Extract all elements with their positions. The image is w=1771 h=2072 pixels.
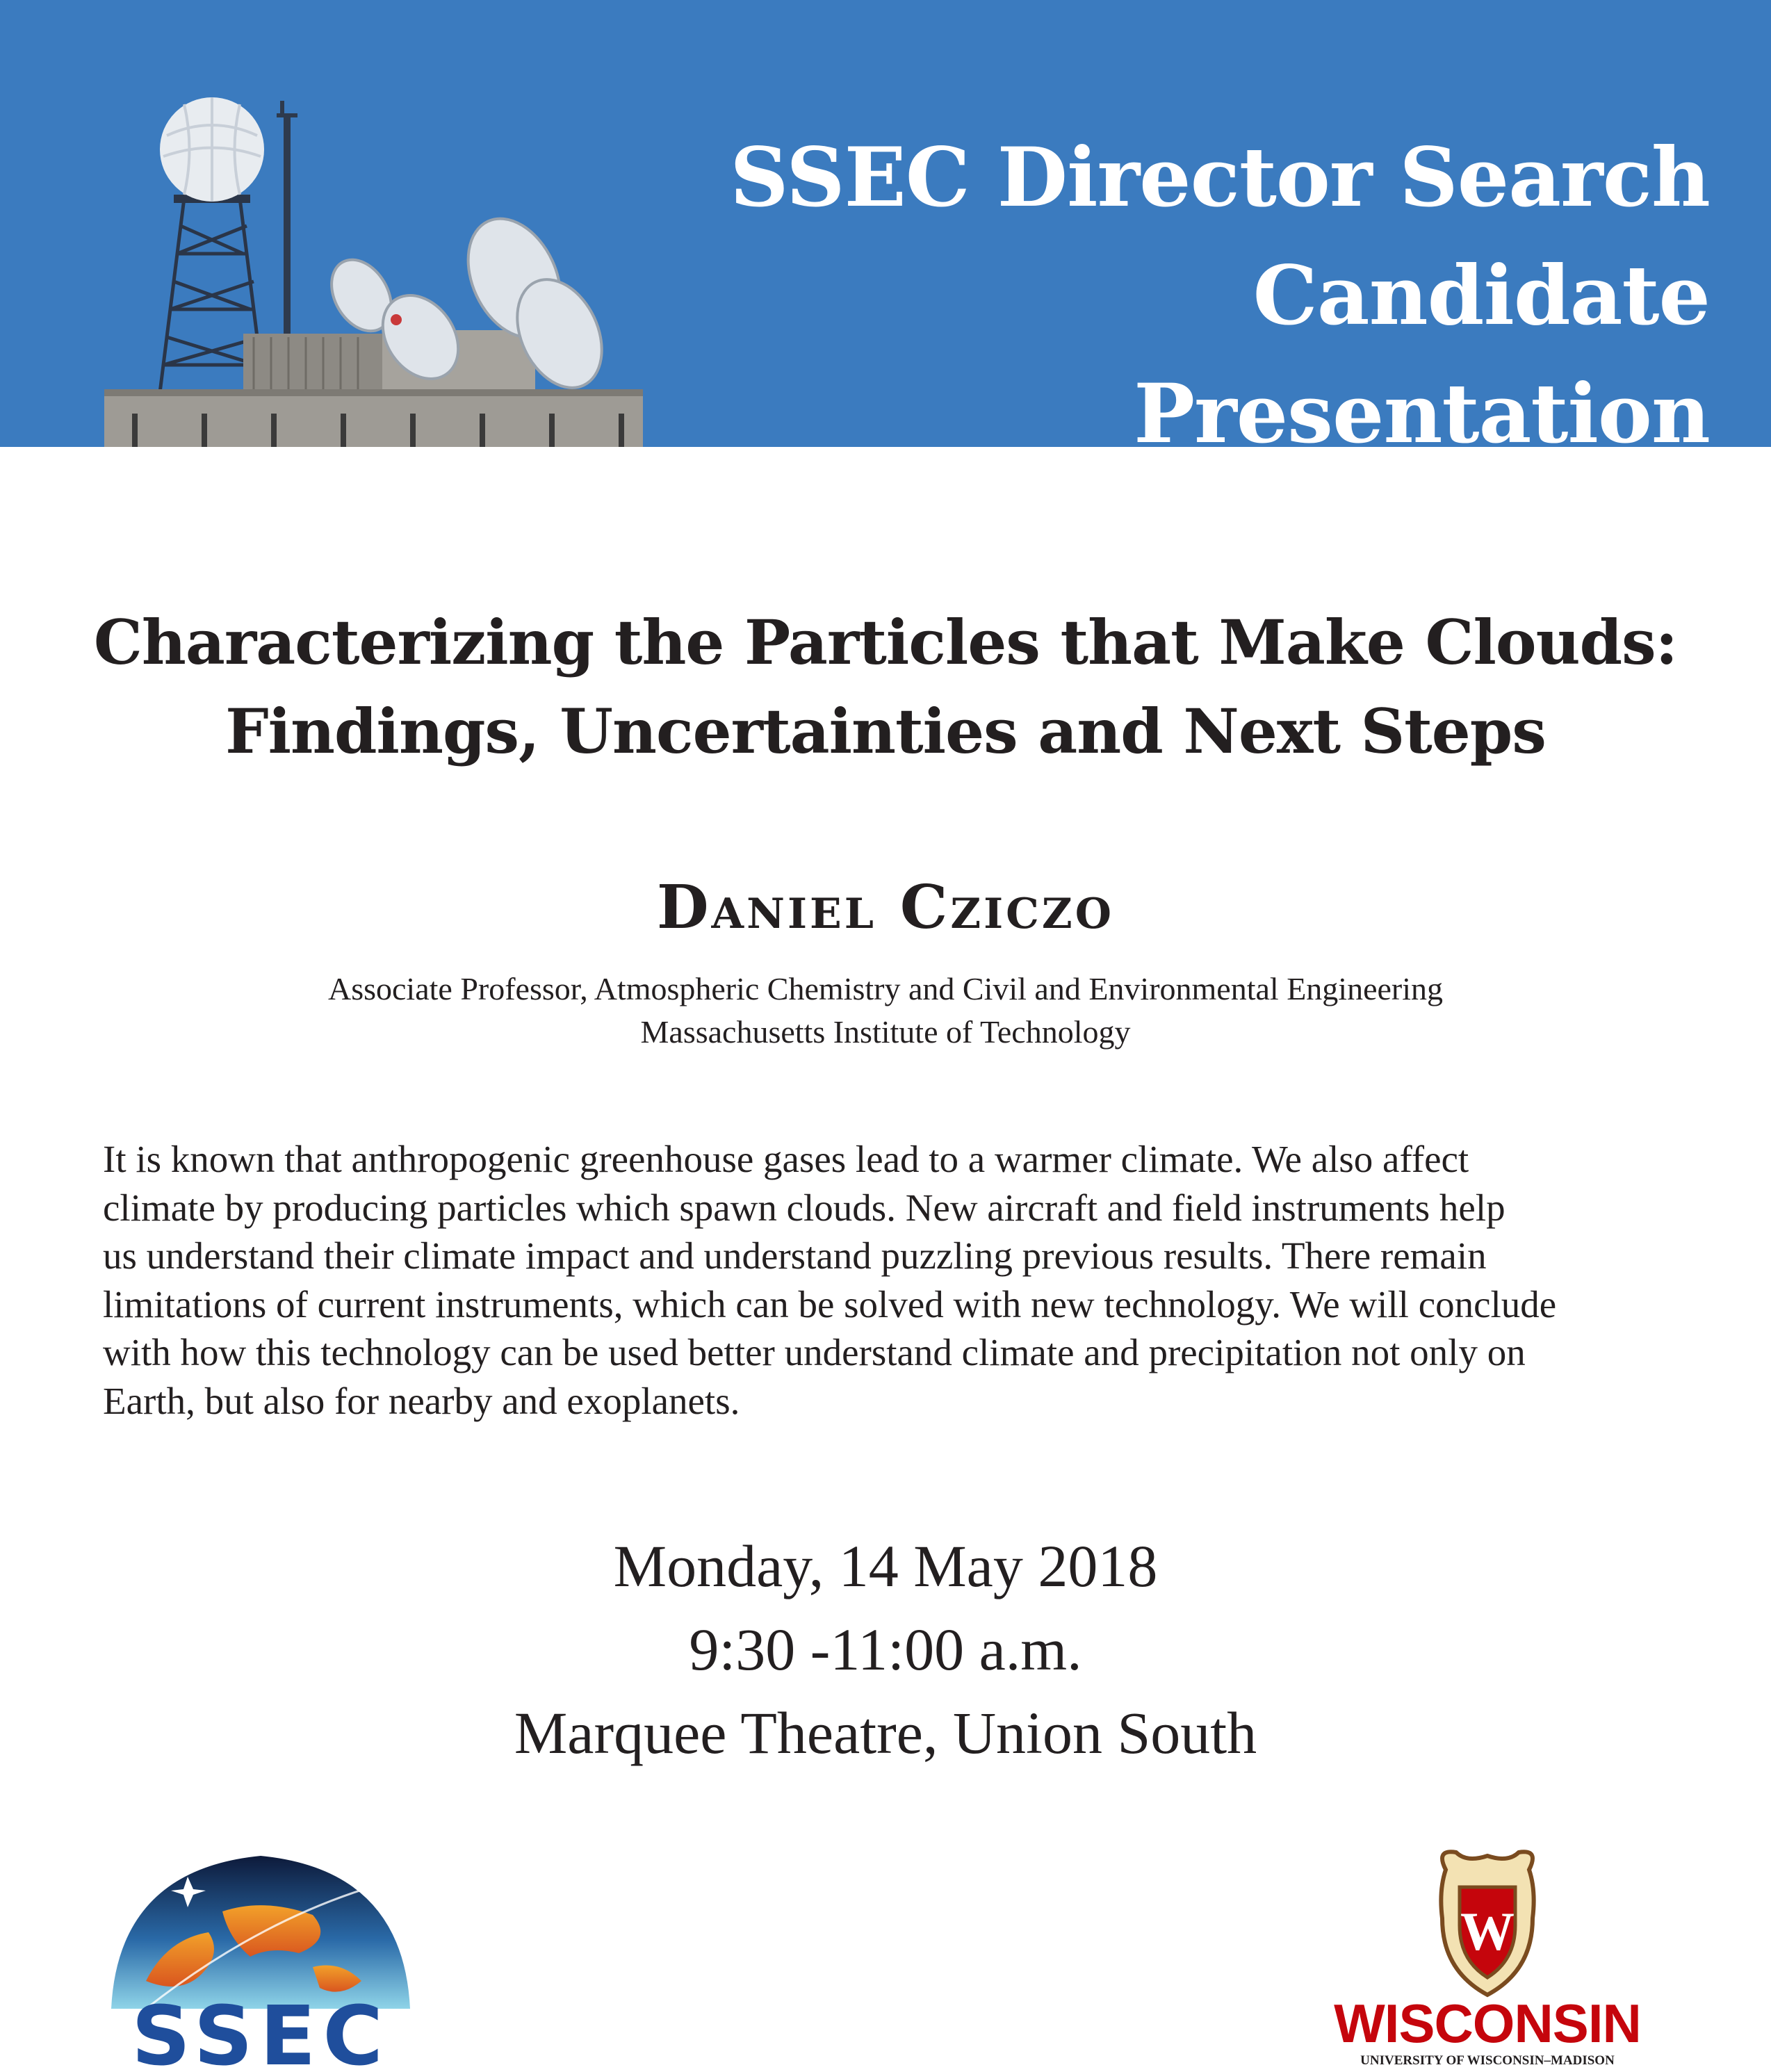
svg-text:W: W xyxy=(1460,1901,1515,1961)
abstract-line: It is known that anthropogenic greenhouse gases lead to a warmer climate. We also affect xyxy=(103,1138,1469,1180)
abstract-line: limitations of current instruments, which can be solved with new technology. We will conclude xyxy=(103,1282,1557,1325)
speaker-position: Associate Professor, Atmospheric Chemistry and Civil and Environmental Engineering xyxy=(327,971,1444,1006)
uw-logo-wordmark: WISCONSIN xyxy=(1334,1993,1641,2054)
speaker-affiliation xyxy=(0,968,1771,1054)
speaker-institution: Massachusetts Institute of Technology xyxy=(640,1014,1131,1050)
abstract-line: with how this technology can be used better understand climate and precipitation not only on xyxy=(103,1331,1526,1373)
event-date: Monday, 14 May 2018 xyxy=(613,1533,1158,1599)
abstract-line: us understand their climate impact and understand puzzling previous results. There remain xyxy=(103,1234,1487,1277)
talk-title xyxy=(42,598,1729,776)
header-banner xyxy=(0,0,1771,447)
uw-crest-logo xyxy=(1324,1849,1651,2072)
event-location: Marquee Theatre, Union South xyxy=(514,1699,1257,1766)
uw-logo-subtext: UNIVERSITY OF WISCONSIN–MADISON xyxy=(1360,2053,1615,2068)
header-title-line2: Candidate Presentation xyxy=(1134,247,1710,447)
abstract xyxy=(103,1135,1674,1425)
talk-title-line1: Characterizing the Particles that Make Clouds: xyxy=(93,606,1678,678)
event-time: 9:30 -11:00 a.m. xyxy=(689,1616,1082,1683)
speaker-name: Daniel Cziczo xyxy=(656,872,1115,943)
abstract-line: climate by producing particles which spawn clouds. New aircraft and field instruments help xyxy=(103,1186,1505,1229)
header-title xyxy=(695,118,1710,447)
rooftop-antennas-illustration xyxy=(104,73,643,447)
abstract-line: Earth, but also for nearby and exoplanets. xyxy=(103,1379,740,1422)
talk-title-line2: Findings, Uncertainties and Next Steps xyxy=(225,695,1546,767)
event-details xyxy=(0,1524,1771,1775)
ssec-logo xyxy=(104,1835,417,2072)
ssec-logo-text: SSEC xyxy=(131,1988,390,2072)
header-title-line1: SSEC Director Search xyxy=(730,129,1710,225)
